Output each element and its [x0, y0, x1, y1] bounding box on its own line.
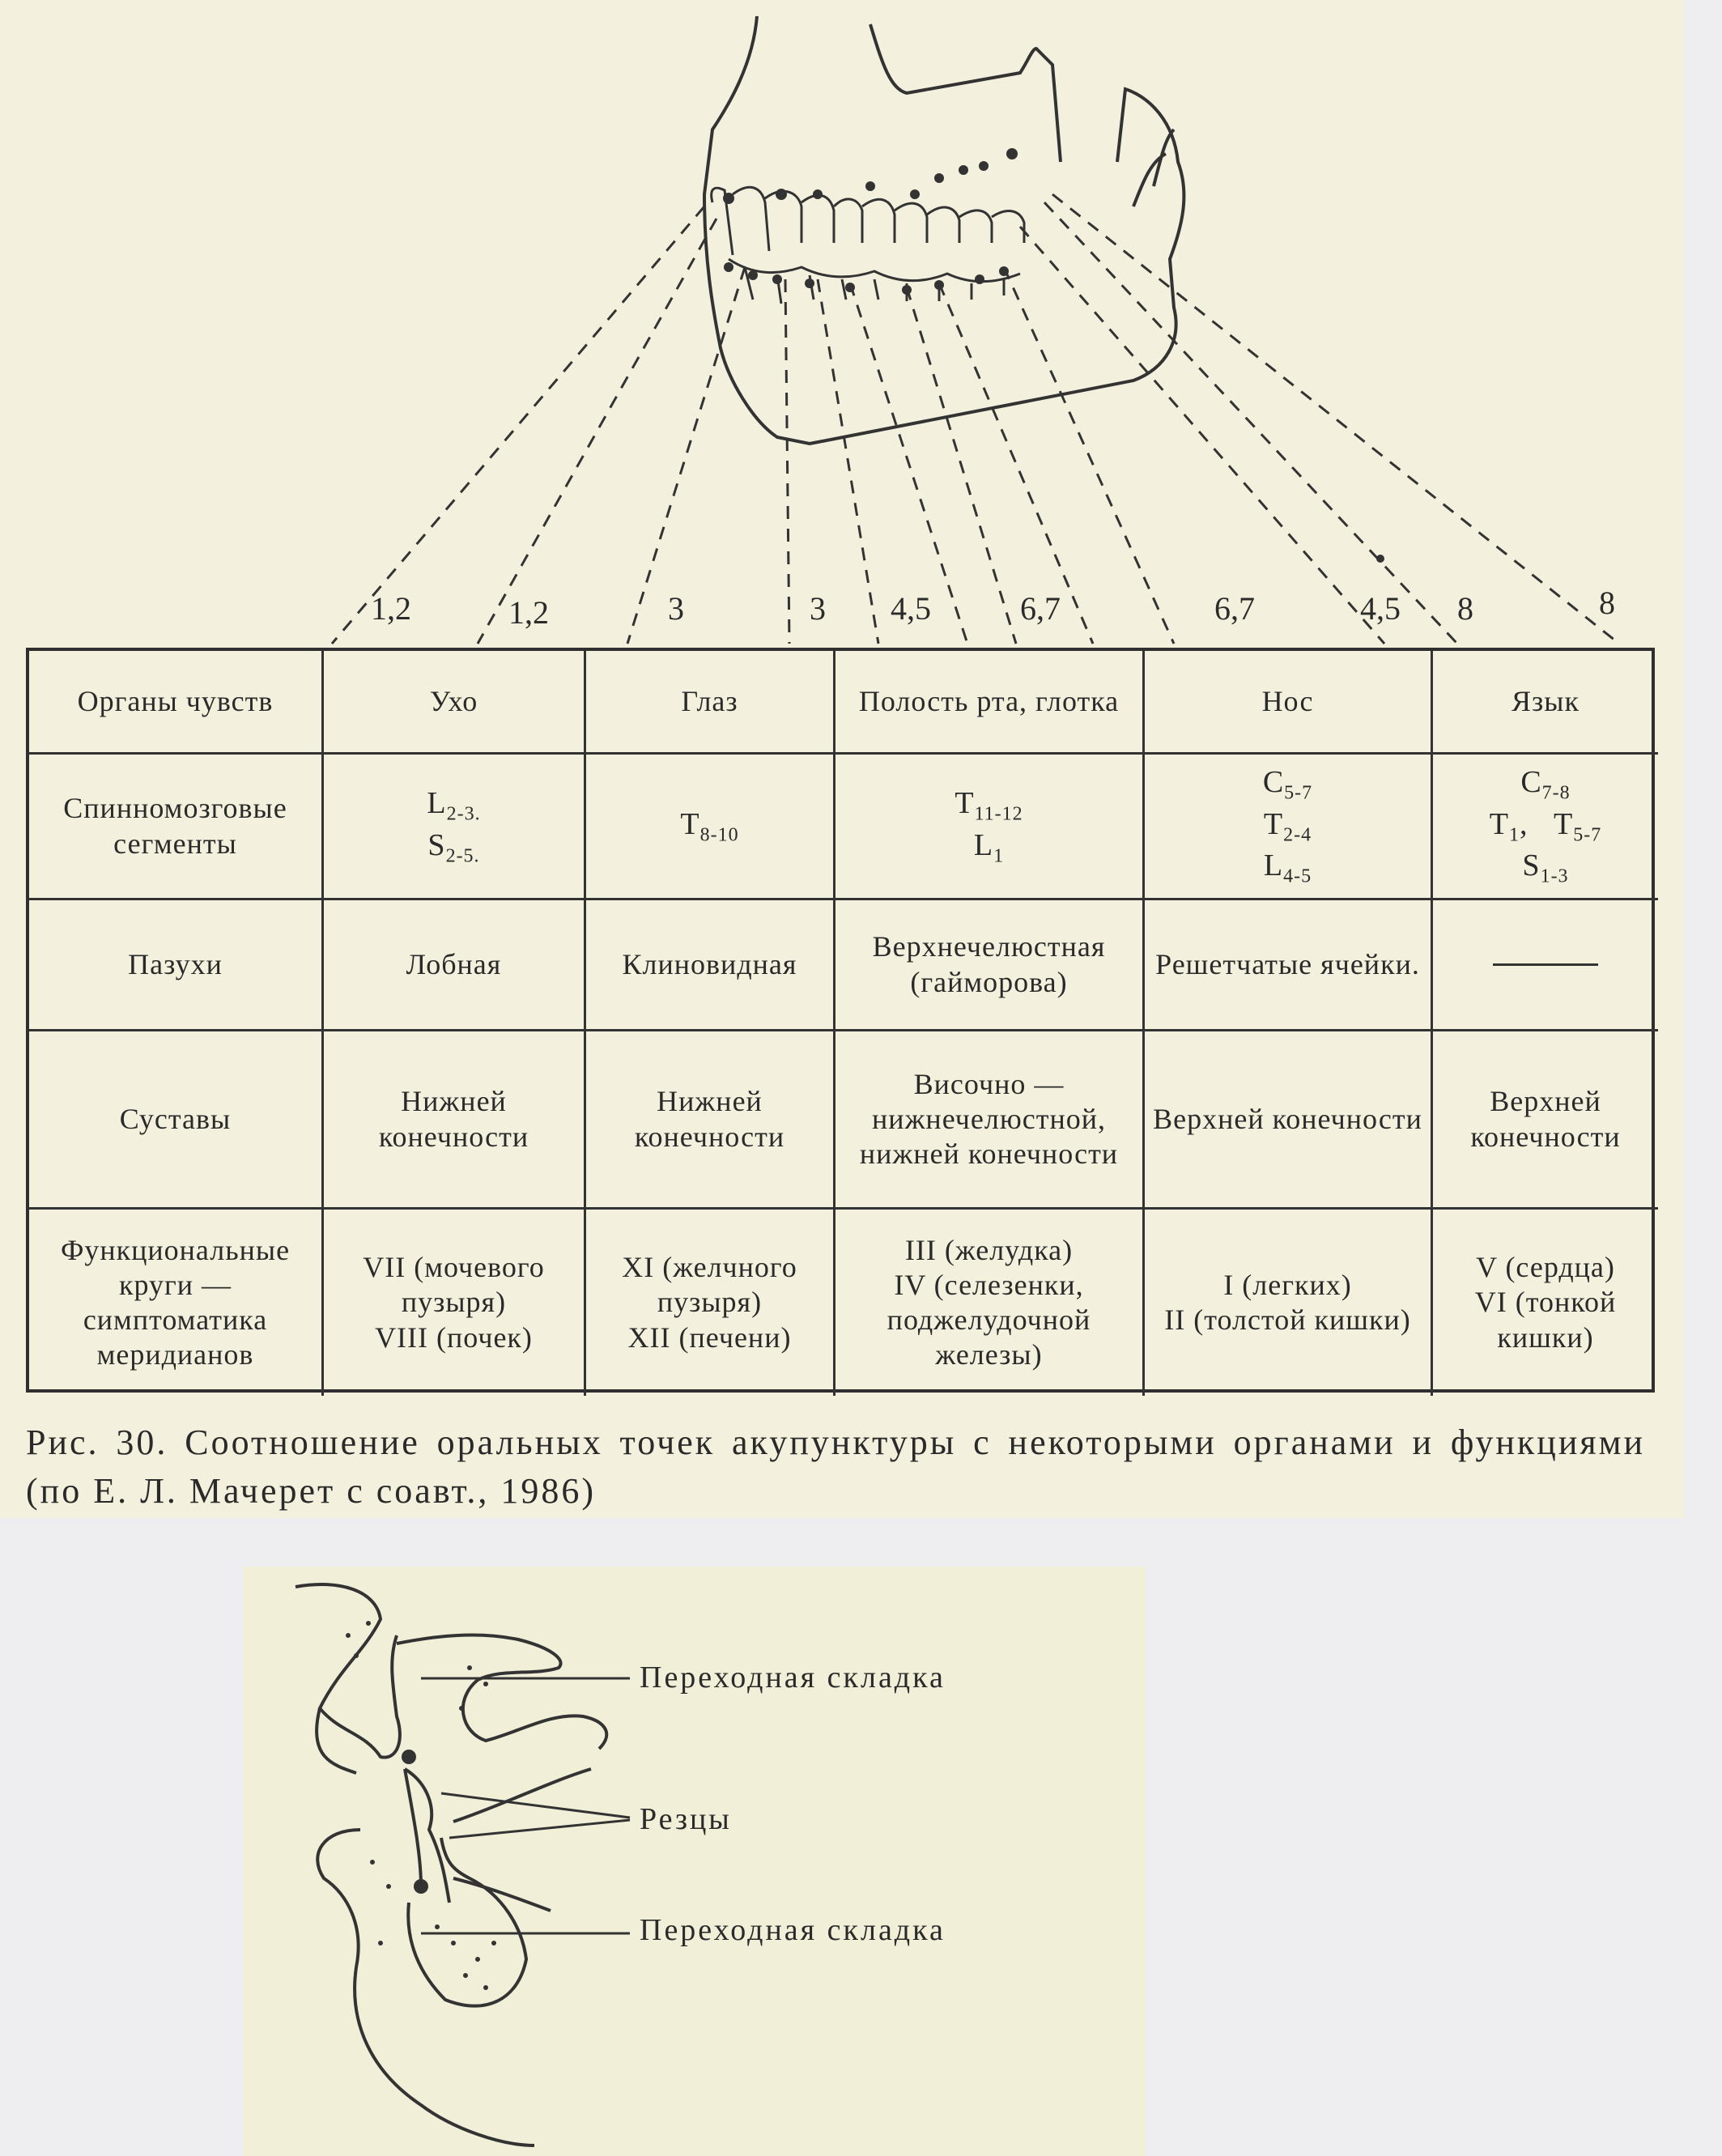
segments-ear: $L_{2-3.}$ $S_{2-5.}$ [324, 755, 586, 900]
column-header-mouth-pharynx: Полость рта, глотка [835, 651, 1145, 755]
functional-line: XI (желчного пузыря) [622, 1251, 797, 1319]
line-number: 3 [668, 590, 684, 627]
column-header-ear: Ухо [324, 651, 586, 755]
line-number: 6,7 [1214, 590, 1255, 627]
column-header-tongue: Язык [1433, 651, 1658, 755]
functional-tongue [1433, 1210, 1658, 1396]
functional-line: V (сердца) [1476, 1251, 1615, 1284]
column-header-nose: Нос [1145, 651, 1433, 755]
line-number: 1,2 [508, 594, 549, 631]
sinus-mouth: Верхнечелюстная (гайморова) [835, 900, 1145, 1031]
joint-mouth: Височно — нижнечелюстной, нижней конечности [835, 1031, 1145, 1210]
functional-eye [586, 1210, 835, 1396]
joint-ear: Нижней конечности [324, 1031, 586, 1210]
transition-fold-label-bottom: Переходная складка [640, 1913, 946, 1947]
segments-eye: $T_{8-10}$ [586, 755, 835, 900]
joint-tongue: Верхней конечности [1433, 1031, 1658, 1210]
line-number: 3 [810, 590, 826, 627]
joint-nose: Верхней конечности [1145, 1031, 1433, 1210]
transition-fold-label-top: Переходная складка [640, 1661, 946, 1695]
functional-line: III (желудка) [904, 1233, 1074, 1266]
sinus-tongue [1433, 900, 1658, 1031]
column-header-eye: Глаз [586, 651, 835, 755]
row-label-sense-organs: Органы чувств [29, 651, 324, 755]
functional-line: VIII (почек) [375, 1320, 533, 1354]
functional-mouth [835, 1210, 1145, 1396]
incisor-diagram [296, 1584, 606, 2145]
joint-eye: Нижней конечности [586, 1031, 835, 1210]
functional-nose [1145, 1210, 1433, 1396]
row-label-functional-circles: Функциональные круги — симптоматика меридианов [29, 1210, 324, 1396]
segments-tongue: $C_{7-8}$ $T_1$, $T_{5-7}$ $S_{1-3}$ [1433, 755, 1658, 900]
empty-dash [1493, 963, 1598, 966]
functional-ear [324, 1210, 586, 1396]
row-label-spinal-segments: Спинномозговые сегменты [29, 755, 324, 900]
sinus-nose: Решетчатые ячейки. [1145, 900, 1433, 1031]
functional-line: II (толстой кишки) [1164, 1303, 1411, 1336]
line-number: 4,5 [891, 590, 931, 627]
line-number: 4,5 [1360, 590, 1401, 627]
organ-correspondence-table [26, 648, 1655, 1393]
functional-line: XII (печени) [627, 1320, 792, 1354]
row-label-sinuses: Пазухи [29, 900, 324, 1031]
functional-line: VI (тонкой кишки) [1474, 1286, 1617, 1354]
row-label-joints: Суставы [29, 1031, 324, 1210]
sinus-eye: Клиновидная [586, 900, 835, 1031]
line-number: 1,2 [371, 590, 411, 627]
incisors-label: Резцы [640, 1802, 732, 1836]
sinus-ear: Лобная [324, 900, 586, 1031]
line-number: 6,7 [1020, 590, 1061, 627]
functional-line: VII (мочевого пузыря) [363, 1251, 545, 1319]
functional-line: I (легких) [1223, 1268, 1352, 1301]
line-number: 8 [1599, 585, 1615, 621]
line-number-labels [371, 585, 1615, 631]
functional-line: IV (селезенки, поджелудочной железы) [887, 1268, 1091, 1371]
segments-nose: $C_{5-7}$ $T_{2-4}$ $L_{4-5}$ [1145, 755, 1433, 900]
figure-caption: Рис. 30. Соотношение оральных точек акупунктуры с некоторыми органами и функциями (по Е. Л. Мачерет с соавт., 1986) [26, 1422, 1645, 1511]
line-number: 8 [1457, 590, 1473, 627]
segments-mouth: $T_{11-12}$ $L_1$ [835, 755, 1145, 900]
